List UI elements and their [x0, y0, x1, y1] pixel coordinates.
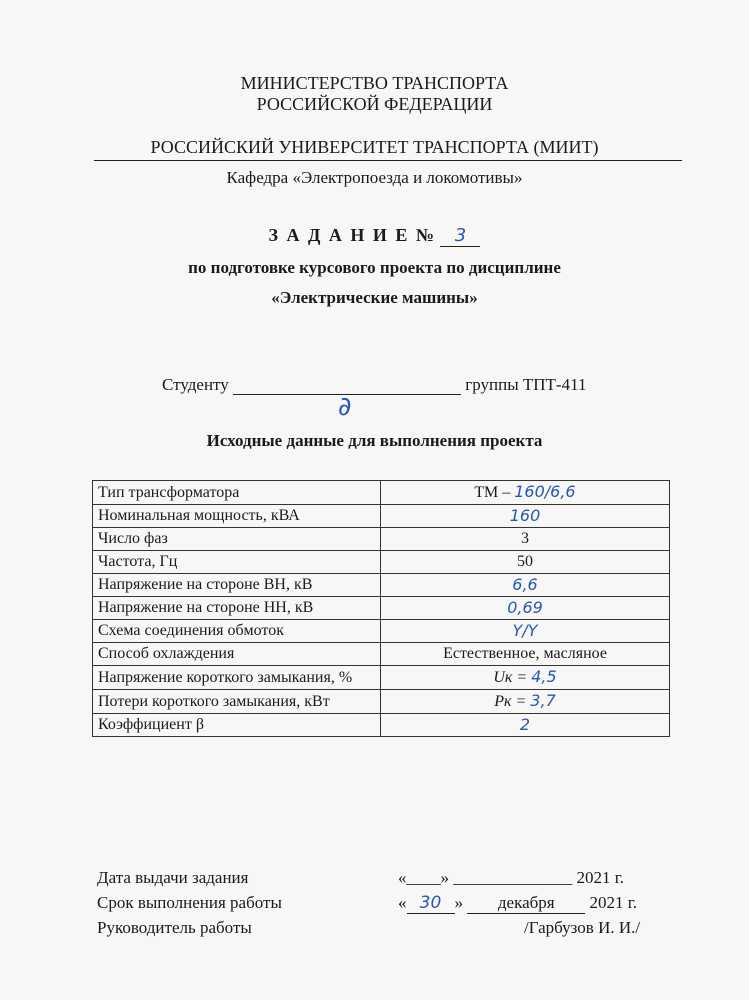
due-day: 30 — [407, 893, 455, 914]
assignment-number: 3 — [440, 225, 480, 247]
issue-date-value: «____» ______________ 2021 г. — [398, 868, 625, 887]
row-value: 160/6,6 — [514, 482, 576, 501]
row-label: Коэффициент β — [93, 714, 381, 737]
due-year: 2021 г. — [589, 893, 638, 912]
row-value: 0,69 — [381, 597, 670, 620]
row-value: 2 — [381, 714, 670, 737]
row-label: Потери короткого замыкания, кВт — [93, 690, 381, 714]
value-prefix: ТМ – — [474, 484, 515, 501]
row-label: Напряжение на стороне НН, кВ — [93, 597, 381, 620]
source-data-table — [92, 480, 670, 737]
row-value: 6,6 — [381, 574, 670, 597]
row-label: Напряжение короткого замыкания, % — [93, 666, 381, 690]
group-label: группы ТПТ-411 — [465, 375, 587, 394]
table-row — [93, 597, 670, 620]
issue-date-label: Дата выдачи задания — [97, 868, 249, 887]
value-prefix: Uк = — [493, 669, 532, 686]
due-date-label: Срок выполнения работы — [97, 893, 282, 912]
table-row — [93, 528, 670, 551]
row-value: 160 — [381, 505, 670, 528]
header-rule — [94, 160, 682, 161]
assignment-title-text: З А Д А Н И Е № — [268, 225, 436, 245]
department-name: Кафедра «Электропоезда и локомотивы» — [226, 168, 523, 187]
supervisor-label: Руководитель работы — [97, 918, 252, 937]
table-row — [93, 714, 670, 737]
row-label: Способ охлаждения — [93, 643, 381, 666]
row-value: Y/Y — [381, 620, 670, 643]
row-value: 3 — [381, 528, 670, 551]
student-signature: ∂ — [338, 392, 352, 422]
supervisor-name: /Гарбузов И. И./ — [524, 918, 641, 937]
row-value: 3,7 — [530, 691, 556, 710]
row-value: 50 — [381, 551, 670, 574]
row-label: Тип трансформатора — [93, 481, 381, 505]
table-row — [93, 666, 670, 690]
row-label: Число фаз — [93, 528, 381, 551]
table-row — [93, 481, 670, 505]
table-row — [93, 690, 670, 714]
discipline-name: «Электрические машины» — [271, 288, 478, 307]
table-row — [93, 505, 670, 528]
table-row — [93, 574, 670, 597]
row-label: Частота, Гц — [93, 551, 381, 574]
table-title: Исходные данные для выполнения проекта — [206, 431, 543, 450]
table-row — [93, 551, 670, 574]
row-label: Схема соединения обмоток — [93, 620, 381, 643]
table-row — [93, 620, 670, 643]
value-prefix: Pк = — [494, 693, 531, 710]
assignment-subtitle: по подготовке курсового проекта по дисциплине — [188, 258, 561, 277]
row-value: 4,5 — [531, 667, 557, 686]
university-name: РОССИЙСКИЙ УНИВЕРСИТЕТ ТРАНСПОРТА (МИИТ) — [150, 137, 599, 157]
due-date-value: « 30 » декабря 2021 г. — [398, 893, 638, 913]
row-label: Напряжение на стороне ВН, кВ — [93, 574, 381, 597]
due-month: декабря — [467, 893, 585, 914]
ministry-line2: РОССИЙСКОЙ ФЕДЕРАЦИИ — [256, 94, 493, 114]
row-label: Номинальная мощность, кВА — [93, 505, 381, 528]
ministry-line1: МИНИСТЕРСТВО ТРАНСПОРТА — [240, 73, 509, 93]
table-row — [93, 643, 670, 666]
student-line — [162, 375, 586, 395]
row-value: Естественное, масляное — [381, 643, 670, 666]
student-label: Студенту — [162, 375, 229, 394]
assignment-title — [0, 225, 749, 247]
